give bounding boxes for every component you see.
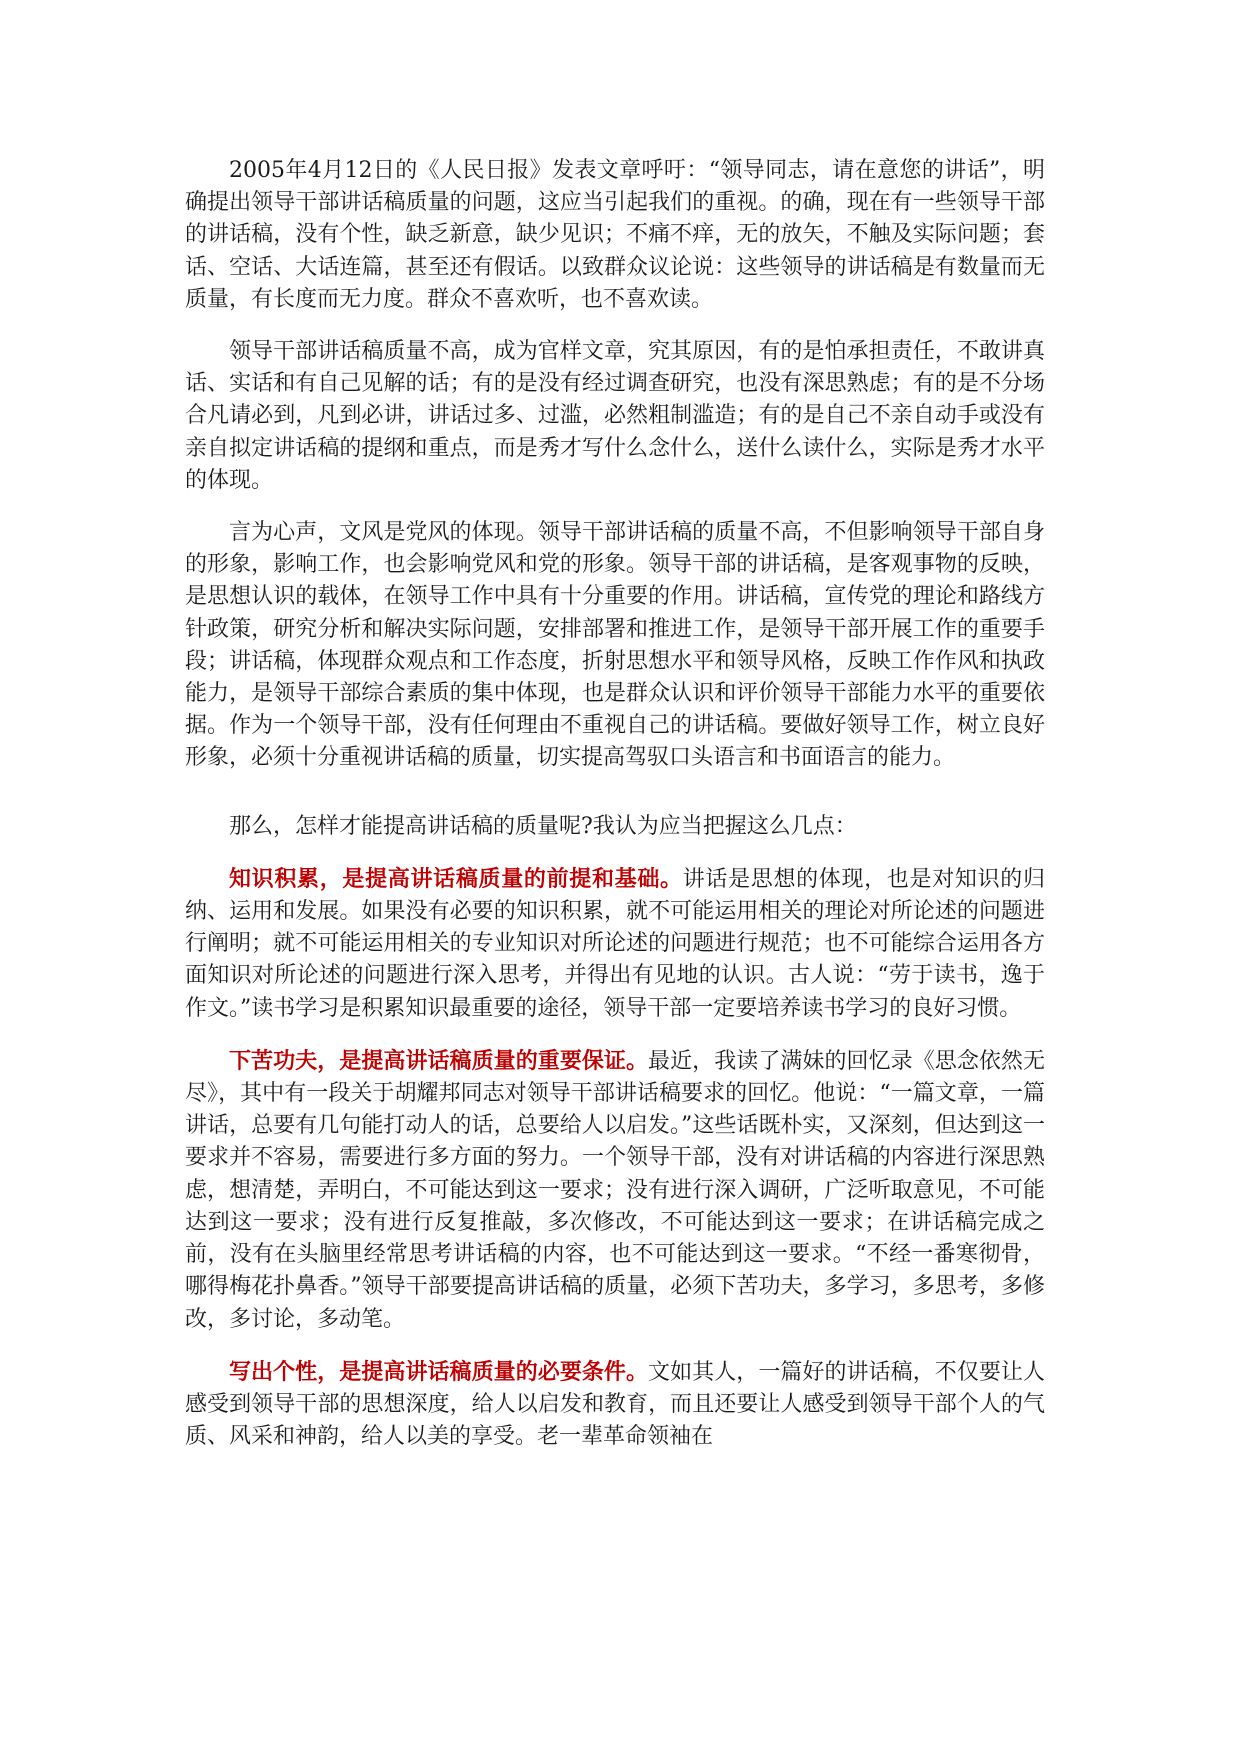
paragraph-causes <box>185 336 1045 497</box>
highlighted-heading: 写出个性，是提高讲话稿质量的必要条件。 <box>229 1358 649 1385</box>
paragraph-point-personality <box>185 1356 1045 1454</box>
paragraph-text: 文如其人，一篇好的讲话稿，不仅要让人感受到领导干部的思想深度，给人以启发和教育，而且还要让人感受到领导干部个人的气质、风采和神韵，给人以美的享受。老一辈革命领袖在 <box>185 1359 1045 1450</box>
paragraph-intro <box>185 155 1045 316</box>
document-page <box>185 155 1045 1473</box>
paragraph-question <box>185 811 1045 843</box>
paragraph-text: 最近，我读了满妹的回忆录《思念依然无尽》，其中有一段关于胡耀邦同志对领导干部讲话稿要求的回忆。他说：“一篇文章，一篇讲话，总要有几句能打动人的话，总要给人以启发。”这些话既朴实，又深刻，但达到这一要求并不容易，需要进行多方面的努力。一个领导干部，没有对讲话稿的内容进行深思熟虑，想清楚，弄明白，不可能达到这一要求；没有进行深入调研，广泛听取意见，不可能达到这一要求；没有进行反复推敲，多次修改，不可能达到这一要求；在讲话稿完成之前，没有在头脑里经常思考讲话稿的内容，也不可能达到这一要求。“不经一番寒彻骨，哪得梅花扑鼻香。”领导干部要提高讲话稿的质量，必须下苦功夫，多学习，多思考，多修改，多讨论，多动笔。 <box>185 1048 1045 1332</box>
paragraph-point-effort <box>185 1045 1045 1336</box>
highlighted-heading: 下苦功夫，是提高讲话稿质量的重要保证。 <box>229 1047 649 1074</box>
highlighted-heading: 知识积累，是提高讲话稿质量的前提和基础。 <box>229 865 683 892</box>
paragraph-text: 2005年4月12日的《人民日报》发表文章呼吁：“领导同志，请在意您的讲话”，明确提出领导干部讲话稿质量的问题，这应当引起我们的重视。的确，现在有一些领导干部的讲话稿，没有个性，缺乏新意，缺少见识；不痛不痒，无的放矢，不触及实际问题；套话、空话、大话连篇，甚至还有假话。以致群众议论说：这些领导的讲话稿是有数量而无质量，有长度而无力度。群众不喜欢听，也不喜欢读。 <box>185 158 1045 312</box>
paragraph-text: 领导干部讲话稿质量不高，成为官样文章，究其原因，有的是怕承担责任，不敢讲真话、实话和有自己见解的话；有的是没有经过调查研究，也没有深思熟虑；有的是不分场合凡请必到，凡到必讲，讲话过多、过滥，必然粗制滥造；有的是自己不亲自动手或没有亲自拟定讲话稿的提纲和重点，而是秀才写什么念什么，送什么读什么，实际是秀才水平的体现。 <box>185 339 1045 493</box>
paragraph-text: 言为心声，文风是党风的体现。领导干部讲话稿的质量不高，不但影响领导干部自身的形象，影响工作，也会影响党风和党的形象。领导干部的讲话稿，是客观事物的反映，是思想认识的载体，在领导工作中具有十分重要的作用。讲话稿，宣传党的理论和路线方针政策，研究分析和解决实际问题，安排部署和推进工作，是领导干部开展工作的重要手段；讲话稿，体现群众观点和工作态度，折射思想水平和领导风格，反映工作作风和执政能力，是领导干部综合素质的集中体现，也是群众认识和评价领导干部能力水平的重要依据。作为一个领导干部，没有任何理由不重视自己的讲话稿。要做好领导工作，树立良好形象，必须十分重视讲话稿的质量，切实提高驾驭口头语言和书面语言的能力。 <box>185 520 1045 771</box>
paragraph-importance <box>185 517 1045 775</box>
paragraph-point-knowledge <box>185 863 1045 1025</box>
paragraph-text: 那么，怎样才能提高讲话稿的质量呢?我认为应当把握这么几点： <box>229 813 857 839</box>
paragraph-text: 讲话是思想的体现，也是对知识的归纳、运用和发展。如果没有必要的知识积累，就不可能运用相关的理论对所论述的问题进行阐明；就不可能运用相关的专业知识对所论述的问题进行规范；也不可能综合运用各方面知识对所论述的问题进行深入思考，并得出有见地的认识。古人说：“劳于读书，逸于作文。”读书学习是积累知识最重要的途径，领导干部一定要培养读书学习的良好习惯。 <box>185 866 1045 1021</box>
